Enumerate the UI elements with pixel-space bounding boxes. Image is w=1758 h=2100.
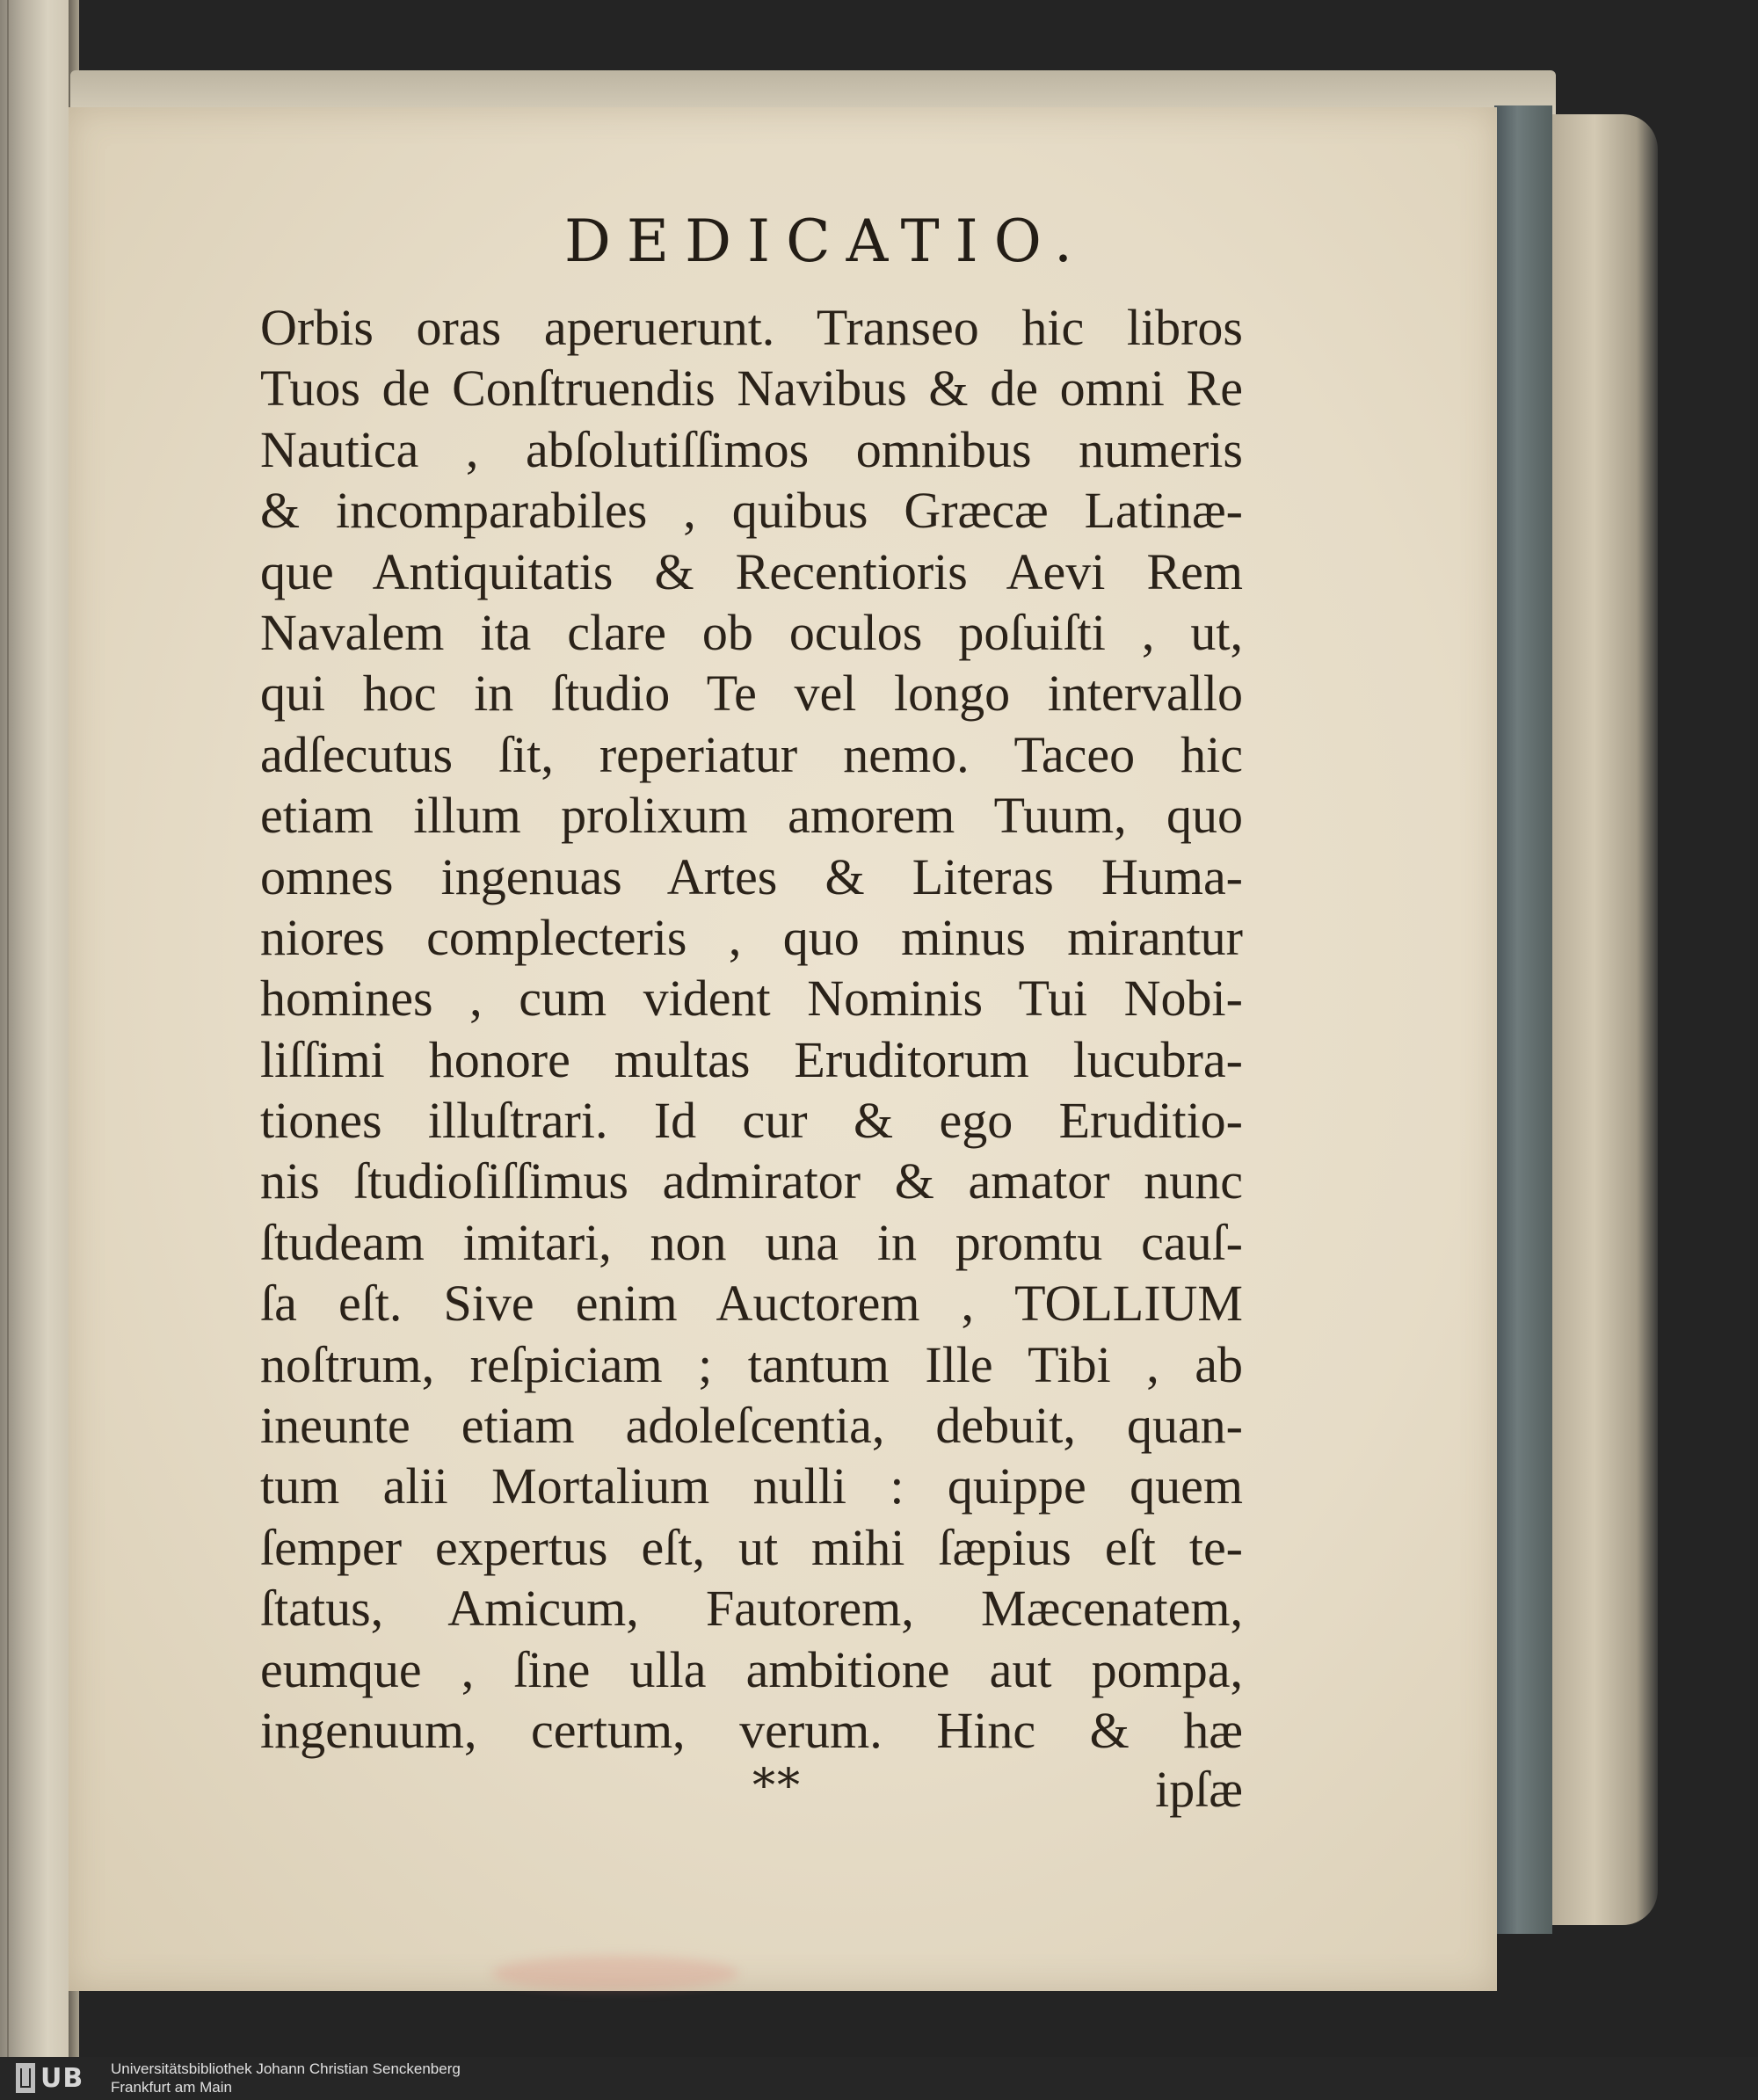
text-line: ſtudeam imitari, non una in promtu cauſ- bbox=[260, 1213, 1243, 1271]
signature-mark: ** bbox=[752, 1760, 802, 1813]
page-footer bbox=[260, 1760, 1243, 1821]
text-line: niores complecteris , quo minus mirantur bbox=[260, 908, 1243, 966]
text-line: ingenuum, certum, verum. Hinc & hæ bbox=[260, 1701, 1243, 1759]
text-line: Navalem ita clare ob oculos poſuiſti , ut, bbox=[260, 603, 1243, 661]
page-heading: DEDICATIO. bbox=[564, 207, 1088, 275]
text-line: que Antiquitatis & Recentioris Aevi Rem bbox=[260, 542, 1243, 600]
text-line: nis ſtudioſiſſimus admirator & amator nunc bbox=[260, 1152, 1243, 1210]
text-line: qui hoc in ſtudio Te vel longo intervallo bbox=[260, 665, 1243, 723]
text-line: & incomparabiles , quibus Græcæ Latinæ- bbox=[260, 482, 1243, 540]
library-logo bbox=[16, 2063, 84, 2093]
catchword: ipſæ bbox=[1155, 1761, 1243, 1818]
text-line: tum alii Mortalium nulli : quippe quem bbox=[260, 1457, 1243, 1515]
text-line: ineunte etiam adoleſcentia, debuit, quan- bbox=[260, 1397, 1243, 1455]
library-name: Universitätsbibliothek Johann Christian Senckenberg bbox=[111, 2060, 461, 2077]
library-logo-icon bbox=[16, 2063, 35, 2093]
text-line: homines , cum vident Nominis Tui Nobi- bbox=[260, 970, 1243, 1028]
library-logo-text: UB bbox=[40, 2062, 84, 2094]
paper-stain bbox=[492, 1956, 738, 1991]
library-info bbox=[111, 2060, 461, 2096]
left-page-edge bbox=[0, 0, 69, 2057]
text-line: adſecutus ſit, reperiatur nemo. Taceo hic bbox=[260, 725, 1243, 783]
text-line: ſtatus, Amicum, Fautorem, Mæcenatem, bbox=[260, 1580, 1243, 1638]
text-line: liſſimi honore multas Eruditorum lucubra- bbox=[260, 1030, 1243, 1088]
text-line: tiones illuſtrari. Id cur & ego Eruditio- bbox=[260, 1092, 1243, 1150]
page-block-edge bbox=[1494, 105, 1552, 1934]
text-line: etiam illum prolixum amorem Tuum, quo bbox=[260, 787, 1243, 845]
text-line: Nautica , abſolutiſſimos omnibus numeris bbox=[260, 420, 1243, 478]
text-line: noſtrum, reſpiciam ; tantum Ille Tibi , ab bbox=[260, 1335, 1243, 1393]
body-text bbox=[260, 297, 1243, 1761]
text-line: Tuos de Conſtruendis Navibus & de omni Re bbox=[260, 360, 1243, 418]
text-line: eumque , ſine ulla ambitione aut pompa, bbox=[260, 1640, 1243, 1698]
text-line: Orbis oras aperuerunt. Transeo hic libros bbox=[260, 299, 1243, 356]
library-footer-bar bbox=[0, 2057, 1758, 2100]
text-line: omnes ingenuas Artes & Literas Huma- bbox=[260, 847, 1243, 905]
text-line: ſa eſt. Sive enim Auctorem , TOLLIUM bbox=[260, 1275, 1243, 1333]
library-city: Frankfurt am Main bbox=[111, 2079, 232, 2096]
text-block-fore-edge bbox=[1552, 114, 1658, 1925]
text-line: ſemper expertus eſt, ut mihi ſæpius eſt te- bbox=[260, 1518, 1243, 1576]
